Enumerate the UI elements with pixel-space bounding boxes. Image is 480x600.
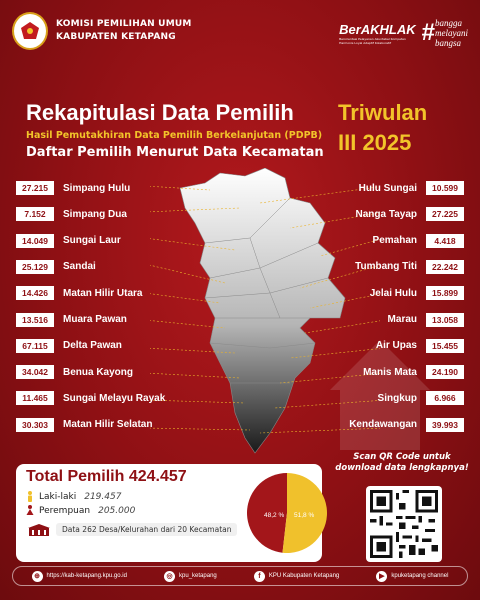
district-left-3 [16,260,96,274]
district-name: Delta Pawan [63,340,122,352]
district-left-5 [16,313,127,327]
district-value: 14.049 [16,234,54,248]
district-left-7 [16,365,133,379]
male-label: Laki-laki [39,491,77,502]
district-value: 4.418 [426,234,464,248]
district-name: Singkup [377,392,417,404]
district-name: Manis Mata [363,366,417,378]
total-pemilih: Total Pemilih 424.457 [26,468,187,485]
female-value: 205.000 [98,505,136,516]
district-left-2 [16,234,121,248]
district-name: Benua Kayong [63,366,134,378]
district-value: 22.242 [426,260,464,274]
district-left-8 [16,391,165,405]
footer-facebook[interactable]: f KPU Kabupaten Ketapang [254,571,339,582]
instagram-icon: ◎ [164,571,175,582]
district-value: 15.899 [426,286,464,300]
qr-code[interactable] [366,486,442,562]
district-left-9 [16,418,152,432]
youtube-icon: ▶ [376,571,387,582]
district-right-9 [349,418,464,432]
district-left-0 [16,181,130,195]
district-value: 24.190 [426,365,464,379]
district-value: 6.966 [426,391,464,405]
subtitle-pdpb: Hasil Pemutakhiran Data Pemilih Berkelanjutan (PDPB) [26,130,323,141]
footer-instagram[interactable]: ◎ kpu_ketapang [164,571,217,582]
male-row [12,491,121,502]
footer-website[interactable]: ⊕ https://kab-ketapang.kpu.go.id [32,571,127,582]
district-name: Simpang Dua [63,208,127,220]
district-name: Jelai Hulu [369,287,417,299]
district-value: 13.058 [426,313,464,327]
desa-info: Data 262 Desa/Kelurahan dari 20 Kecamatan [56,523,237,536]
main-title: Rekapitulasi Data Pemilih [26,100,294,125]
district-left-1 [16,207,127,221]
district-value: 25.129 [16,260,54,274]
gender-pie-chart [244,470,330,556]
berakhlak-logo: BerAKHLAK [339,21,416,37]
pie-label-female: 48,2 % [264,512,285,519]
org-line2: KABUPATEN KETAPANG [56,32,176,42]
male-icon [26,491,34,502]
district-value: 39.993 [426,418,464,432]
district-name: Kendawangan [349,419,417,431]
facebook-icon: f [254,571,265,582]
district-value: 27.215 [16,181,54,195]
district-name: Hulu Sungai [358,182,417,194]
district-right-3 [355,260,464,274]
district-name: Sungai Laur [63,235,121,247]
district-right-7 [363,365,464,379]
district-name: Marau [387,314,417,325]
district-name: Air Upas [375,340,417,352]
district-name: Tumbang Titi [355,261,417,273]
district-value: 15.455 [426,339,464,353]
bangga-melayani-bangsa: bangga melayani bangsa [435,18,468,48]
ketapang-map [150,168,380,458]
male-value: 219.457 [84,491,122,502]
district-right-5 [388,313,464,327]
district-right-4 [370,286,464,300]
female-icon [26,505,34,516]
desa-info-row [28,523,237,536]
district-name: Sungai Melayu Rayak [63,392,166,404]
pie-label-male: 51,8 % [294,512,315,519]
district-right-2 [373,234,464,248]
district-name: Pemahan [372,235,417,247]
footer-bar [12,566,468,586]
district-value: 30.303 [16,418,54,432]
district-name: Matan Hilir Selatan [63,419,153,431]
district-right-0 [359,181,464,195]
district-name: Sandai [63,261,96,273]
female-label: Perempuan [39,505,91,516]
triwulan-label: Triwulan [338,100,428,125]
building-icon [28,524,50,536]
district-left-4 [16,286,142,300]
hashtag-icon: # [421,19,435,46]
district-name: Nanga Tayap [355,208,417,220]
district-right-8 [378,391,464,405]
period-label: III 2025 [338,130,412,155]
berakhlak-sub: Berorientasi Pelayanan Akuntabel Kompeten Harmonis Loyal Adaptif Kolaboratif [339,36,406,45]
district-value: 13.516 [16,313,54,327]
subtitle-kecamatan: Daftar Pemilih Menurut Data Kecamatan [26,145,324,160]
district-name: Muara Pawan [63,314,127,325]
district-value: 27.225 [426,207,464,221]
district-left-6 [16,339,122,353]
globe-icon: ⊕ [32,571,43,582]
district-value: 10.599 [426,181,464,195]
footer-youtube[interactable]: ▶ kpuketapang channel [376,571,448,582]
district-name: Simpang Hulu [63,182,131,194]
district-value: 67.115 [16,339,54,353]
female-row [12,505,135,516]
district-name: Matan Hilir Utara [63,287,143,299]
district-value: 11.465 [16,391,54,405]
brand-block [339,18,468,48]
district-right-1 [356,207,465,221]
district-value: 34.042 [16,365,54,379]
district-right-6 [376,339,464,353]
district-value: 7.152 [16,207,54,221]
qr-code-icon [370,490,438,558]
district-value: 14.426 [16,286,54,300]
kpu-logo-block [12,12,192,50]
kpu-logo-icon [12,12,48,50]
scan-qr-text: Scan QR Code untuk download data lengkapnya! [335,452,469,473]
org-line1: KOMISI PEMILIHAN UMUM [56,19,192,29]
